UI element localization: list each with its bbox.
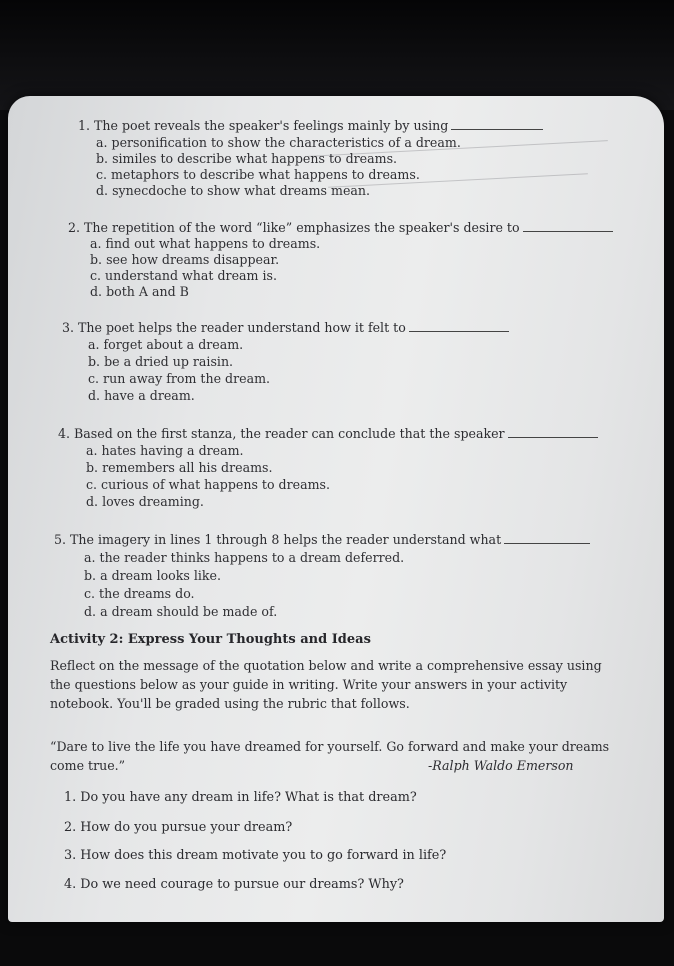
question-2-option-b: b. see how dreams disappear. [90, 252, 280, 267]
question-5-text: 5. The imagery in lines 1 through 8 helps the reader understand what [54, 532, 502, 547]
answer-blank [508, 426, 598, 438]
dark-background-top [0, 0, 674, 110]
instructions-line: Reflect on the message of the quotation below and write a comprehensive essay using [50, 658, 602, 673]
question-3-text: 3. The poet helps the reader understand how it felt to [62, 320, 406, 335]
guide-question-1: 1. Do you have any dream in life? What is that dream? [64, 790, 417, 805]
worksheet-page [8, 96, 664, 922]
question-4-option-d: d. loves dreaming. [86, 494, 204, 509]
guide-question-4: 4. Do we need courage to pursue our dreams? Why? [64, 877, 404, 892]
quotation-line: come true.” [50, 758, 126, 773]
question-5-option-b: b. a dream looks like. [84, 568, 222, 583]
quotation-author: -Ralph Waldo Emerson [428, 758, 574, 773]
activity-instructions [50, 656, 630, 713]
question-2-option-c: c. understand what dream is. [90, 268, 277, 283]
instructions-line: notebook. You'll be graded using the rubric that follows. [50, 696, 410, 711]
activity-title: Activity 2: Express Your Thoughts and Ideas [50, 632, 371, 647]
question-4-option-a: a. hates having a dream. [86, 443, 244, 458]
question-2-text: 2. The repetition of the word “like” emphasizes the speaker's desire to [68, 220, 520, 235]
guide-question-2: 2. How do you pursue your dream? [64, 820, 293, 835]
question-1-stem [78, 118, 543, 134]
question-5-option-c: c. the dreams do. [84, 586, 195, 601]
answer-blank [504, 532, 590, 544]
dark-background-bottom [0, 920, 674, 966]
question-3-option-a: a. forget about a dream. [88, 337, 244, 352]
question-1-option-b: b. similes to describe what happens to dreams. [96, 151, 398, 166]
answer-blank [451, 118, 543, 130]
question-3-stem [62, 320, 509, 336]
question-2-stem [68, 220, 613, 236]
guide-question-3: 3. How does this dream motivate you to go forward in life? [64, 848, 447, 863]
question-5-option-a: a. the reader thinks happens to a dream deferred. [84, 550, 405, 565]
instructions-line: the questions below as your guide in writing. Write your answers in your activity [50, 677, 568, 692]
question-4-text: 4. Based on the first stanza, the reader can conclude that the speaker [58, 426, 505, 441]
question-3-option-d: d. have a dream. [88, 388, 195, 403]
question-1-text: 1. The poet reveals the speaker's feelings mainly by using [78, 118, 449, 133]
question-4-stem [58, 426, 598, 442]
question-5-stem [54, 532, 590, 548]
quotation-line: “Dare to live the life you have dreamed for yourself. Go forward and make your dreams [50, 739, 610, 754]
question-5-option-d: d. a dream should be made of. [84, 604, 278, 619]
answer-blank [523, 220, 613, 232]
question-3-option-b: b. be a dried up raisin. [88, 354, 234, 369]
question-2-option-a: a. find out what happens to dreams. [90, 236, 321, 251]
question-1-option-a: a. personification to show the characteristics of a dream. [96, 135, 461, 150]
question-3-option-c: c. run away from the dream. [88, 371, 271, 386]
question-1-option-d: d. synecdoche to show what dreams mean. [96, 183, 371, 198]
answer-blank [409, 320, 509, 332]
question-4-option-c: c. curious of what happens to dreams. [86, 477, 331, 492]
question-4-option-b: b. remembers all his dreams. [86, 460, 273, 475]
question-2-option-d: d. both A and B [90, 284, 189, 299]
question-1-option-c: c. metaphors to describe what happens to dreams. [96, 167, 420, 182]
worksheet-content [8, 96, 664, 922]
